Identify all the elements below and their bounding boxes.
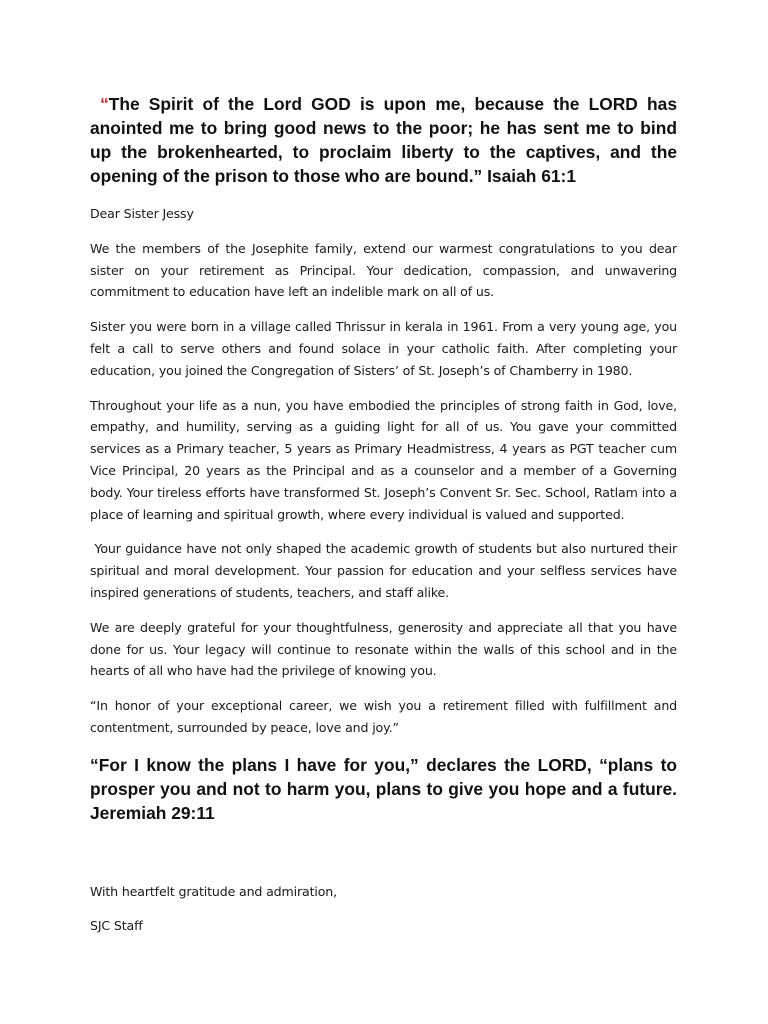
closing-line: With heartfelt gratitude and admiration, — [90, 883, 337, 899]
salutation: Dear Sister Jessy — [90, 206, 194, 221]
opening-verse-text: The Spirit of the Lord GOD is upon me, because the LORD has anointed me to bring good news to the poor; he has sent me to bind up the brokenhearted, to proclaim liberty to the captives, and the opening of the prison to those who are bound.” Isaiah 61:1 — [90, 94, 677, 186]
paragraph-service: Throughout your life as a nun, you have embodied the principles of strong faith in God, love, empathy, and humility, serving as a guiding light for all of us. You gave your committed services as a Primary teacher, 5 years as Primary Headmistress, 4 years as PGT teacher cum Vice Principal, 20 years as the Principal and as a counselor and a member of a Governing body. Your tireless efforts have transformed St. Joseph’s Convent Sr. Sec. School, Ratlam into a place of learning and spiritual growth, where every individual is valued and supported. — [90, 397, 677, 522]
paragraph-guidance: Your guidance have not only shaped the academic growth of students but also nurtured their spiritual and moral development. Your passion for education and your selfless services have inspired generations of students, teachers, and staff alike. — [90, 541, 681, 600]
closing-bible-verse: “For I know the plans I have for you,” declares the LORD, “plans to prosper you and not to harm you, plans to give you hope and a future. Jeremiah 29:11 — [90, 754, 677, 823]
letter-page — [90, 92, 681, 936]
paragraph-gratitude: We are deeply grateful for your thoughtfulness, generosity and appreciate all that you have done for us. Your legacy will continue to resonate within the walls of this school and in the hearts of all who have had the privilege of knowing you. — [90, 619, 677, 679]
signature: SJC Staff — [90, 917, 143, 933]
paragraph-background: Sister you were born in a village called Thrissur in kerala in 1961. From a very young age, you felt a call to serve others and found solace in your catholic faith. After completing your education, you joined the Congregation of Sisters’ of St. Joseph’s of Chamberry in 1980. — [90, 319, 677, 378]
opening-bible-verse — [90, 92, 677, 188]
paragraph-congratulations: We the members of the Josephite family, extend our warmest congratulations to you dear sister on your retirement as Principal. Your dedication, compassion, and unwavering commitment to education have left an indelible mark on all of us. — [90, 240, 677, 300]
paragraph-wishes: “In honor of your exceptional career, we wish you a retirement filled with fulfillment and contentment, surrounded by peace, love and joy.” — [90, 698, 677, 735]
red-opening-quote: “ — [100, 94, 109, 114]
